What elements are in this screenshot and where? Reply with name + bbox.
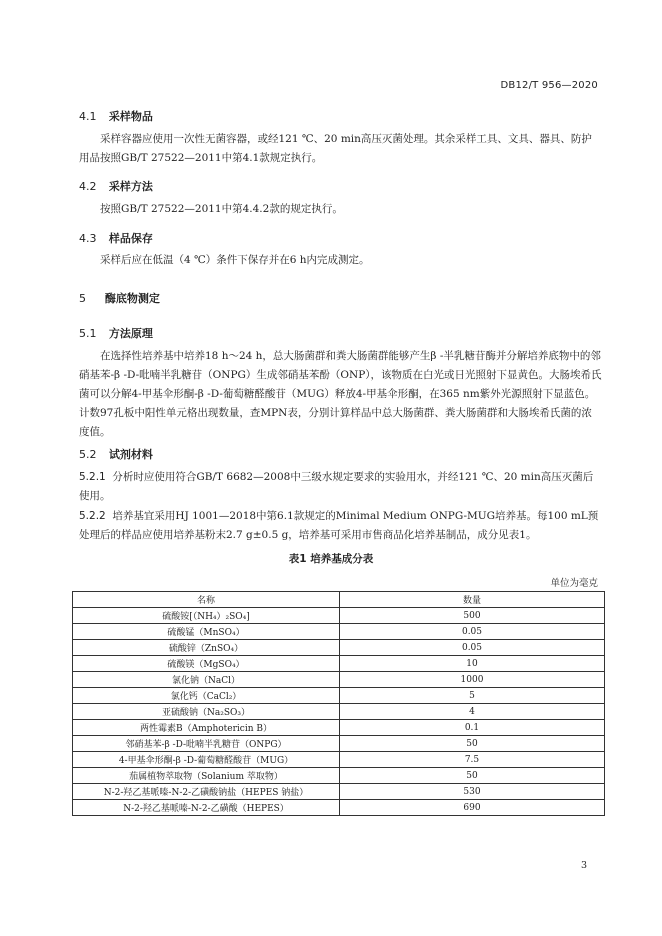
ingredient-amount: 5 [340,688,605,704]
table-row [73,672,605,688]
table-row [73,800,605,816]
ingredient-name: 氯化钠（NaCl） [73,672,340,688]
ingredient-amount: 50 [340,768,605,784]
paragraph-5-2-2 [79,507,602,545]
ingredient-amount: 0.1 [340,720,605,736]
section-number: 4.2 [79,180,97,193]
table-unit: 单位为毫克 [550,578,598,589]
section-title: 采样方法 [108,180,153,193]
clause-text: 分析时应使用符合GB/T 6682—2008中三级水规定要求的实验用水，并经121 ℃、20 min高压灭菌后使用。 [79,471,594,502]
paragraph-4-3: 采样后应在低温（4 ℃）条件下保存并在6 h内完成测定。 [100,254,370,266]
table-row [73,640,605,656]
ingredient-amount: 0.05 [340,640,605,656]
section-heading-4-3 [79,230,153,246]
table-header-row [73,592,605,608]
ingredient-name: 两性霉素B（Amphotericin B） [73,720,340,736]
composition-table [72,591,605,816]
paragraph-4-2: 按照GB/T 27522—2011中第4.4.2款的规定执行。 [100,203,343,215]
section-title: 采样物品 [108,110,153,123]
ingredient-name: 亚硫酸钠（Na₂SO₃） [73,704,340,720]
section-title: 酶底物测定 [104,292,160,305]
document-code: DB12/T 956—2020 [500,80,598,91]
clause-number: 5.2.1 [79,471,106,483]
ingredient-amount: 530 [340,784,605,800]
paragraph-5-1: 在选择性培养基中培养18 h～24 h，总大肠菌群和粪大肠菌群能够产生β -半乳糖苷酶并分解培养底物中的邻硝基苯-β -D-吡喃半乳糖苷（ONPG）生成邻硝基苯酚（ONP），该物质在白光或日光照射下显黄色。大肠埃希氏菌可以分解4-甲基伞形酮-β -D-葡萄糖醛酸苷（MUG）释放4-甲基伞形酮，在365 nm紫外光源照射下显蓝色。计数97孔板中阳性单元格出现数量，查MPN表，分别计算样品中总大肠菌群、粪大肠菌群和大肠埃希氏菌的浓度值。 [79,350,602,438]
column-header-amount: 数量 [340,592,605,608]
ingredient-name: 硫酸镁（MgSO₄） [73,656,340,672]
clause-number: 5.2.2 [79,510,106,522]
table-row [73,752,605,768]
table-row [73,656,605,672]
section-number: 5 [79,292,86,305]
ingredient-amount: 50 [340,736,605,752]
table-row [73,720,605,736]
column-header-name: 名称 [73,592,340,608]
table-row [73,688,605,704]
table-title: 表1 培养基成分表 [288,553,374,565]
ingredient-name: N-2-羟乙基哌嗪-N-2-乙磺酸钠盐（HEPES 钠盐） [73,784,340,800]
ingredient-name: 邻硝基苯-β -D-吡喃半乳糖苷（ONPG） [73,736,340,752]
table-row [73,736,605,752]
section-number: 4.3 [79,232,97,245]
ingredient-amount: 4 [340,704,605,720]
clause-text: 培养基宜采用HJ 1001—2018中第6.1款规定的Minimal Medium ONPG-MUG培养基。每100 mL预处理后的样品应使用培养基粉末2.7 g±0.5 g，培养基可采用市售商品化培养基制品，成分见表1。 [79,510,599,541]
table-row [73,784,605,800]
paragraph-4-1: 采样容器应使用一次性无菌容器，或经121 ℃、20 min高压灭菌处理。其余采样工具、文具、器具、防护用品按照GB/T 27522—2011中第4.1款规定执行。 [79,133,592,164]
ingredient-amount: 7.5 [340,752,605,768]
table-row [73,704,605,720]
section-title: 试剂材料 [108,448,153,461]
ingredient-amount: 1000 [340,672,605,688]
section-heading-5-2 [79,446,153,462]
ingredient-amount: 500 [340,608,605,624]
section-title: 方法原理 [108,327,153,340]
ingredient-name: 茄属植物萃取物（Solanium 萃取物） [73,768,340,784]
page-number: 3 [580,860,587,871]
ingredient-amount: 0.05 [340,624,605,640]
section-heading-4-2 [79,178,153,194]
paragraph-5-2-1 [79,468,602,506]
section-heading-5-1 [79,325,153,341]
table-row [73,624,605,640]
ingredient-name: 硫酸锰（MnSO₄） [73,624,340,640]
ingredient-name: 4-甲基伞形酮-β -D-葡萄糖醛酸苷（MUG） [73,752,340,768]
section-heading-5 [79,290,160,306]
ingredient-name: 硫酸铵[（NH₄）₂SO₄] [73,608,340,624]
ingredient-name: 硫酸锌（ZnSO₄） [73,640,340,656]
table-row [73,768,605,784]
section-number: 5.2 [79,448,97,461]
section-title: 样品保存 [108,232,153,245]
ingredient-name: N-2-羟乙基哌嗪-N-2-乙磺酸（HEPES） [73,800,340,816]
ingredient-amount: 10 [340,656,605,672]
ingredient-name: 氯化钙（CaCl₂） [73,688,340,704]
table-row [73,608,605,624]
ingredient-amount: 690 [340,800,605,816]
section-heading-4-1 [79,108,153,124]
section-number: 5.1 [79,327,97,340]
section-number: 4.1 [79,110,97,123]
